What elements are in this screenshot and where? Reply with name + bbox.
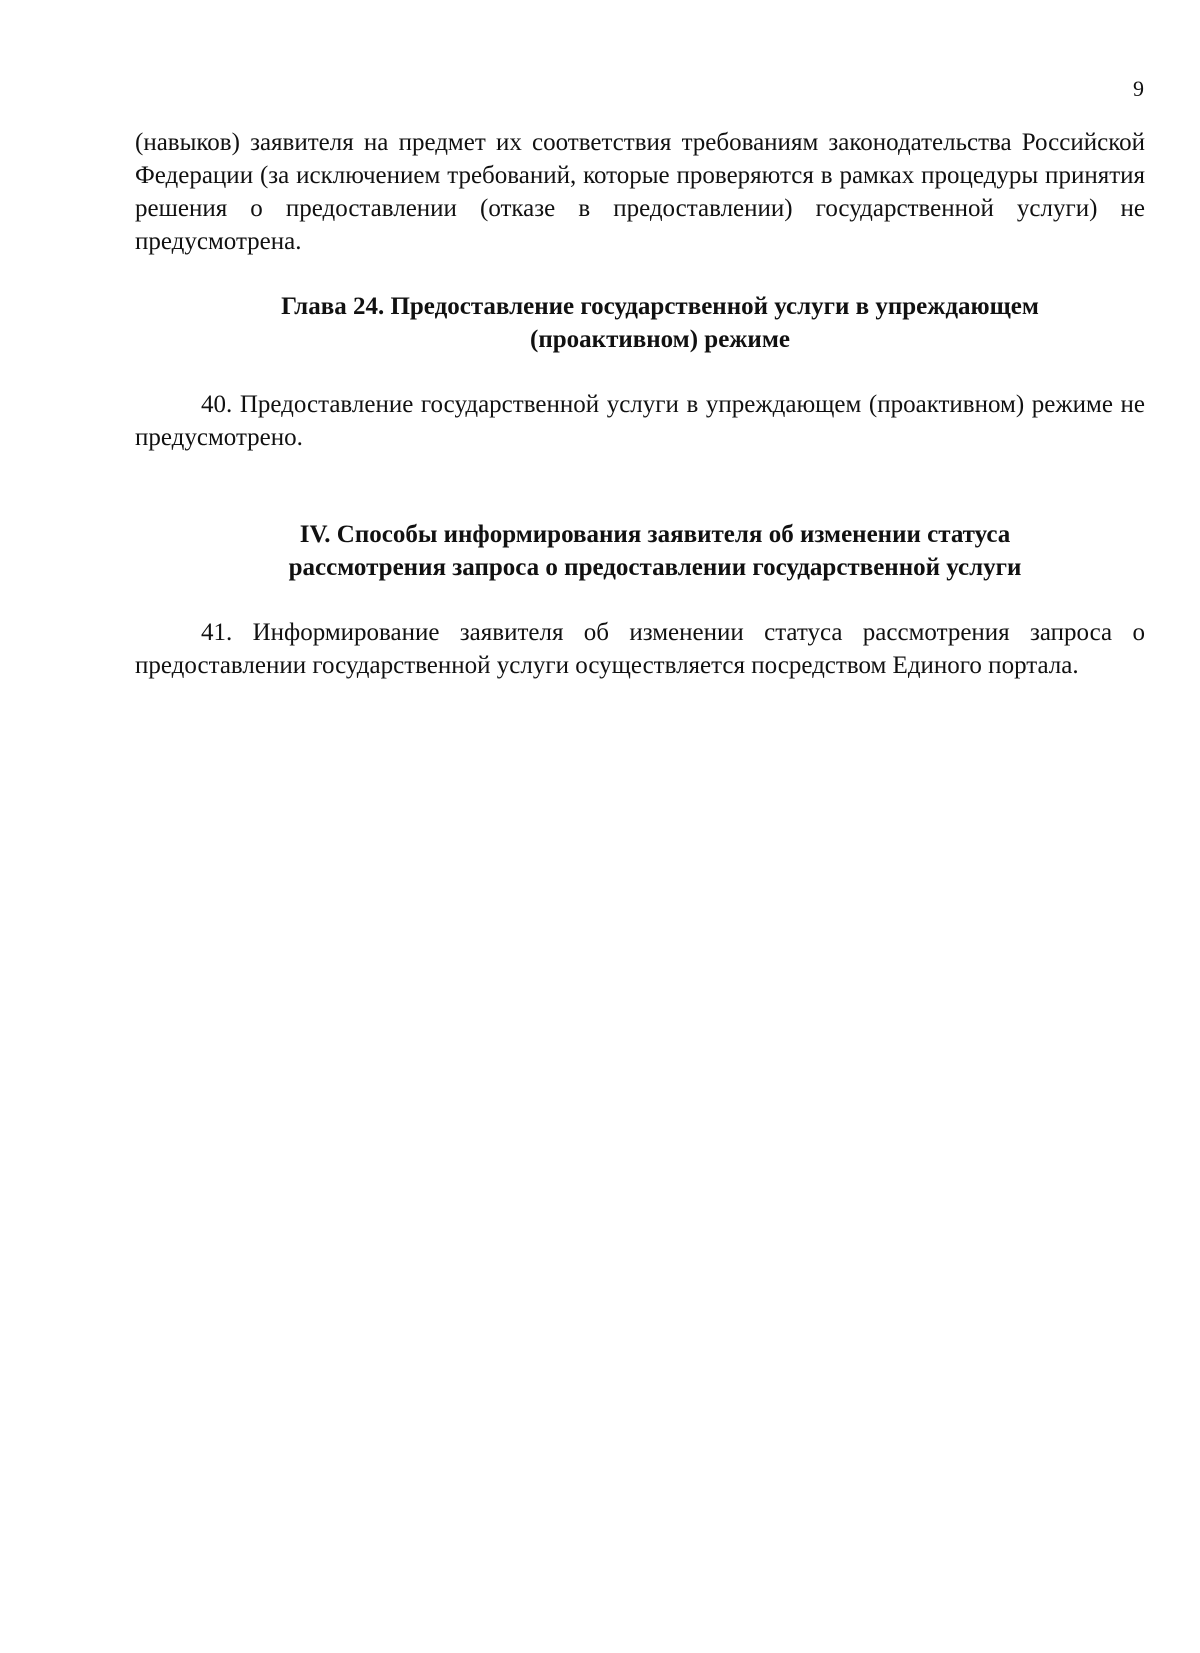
section-iv-heading <box>135 518 1145 584</box>
chapter-24-heading-line-1: Глава 24. Предоставление государственной услуги в упреждающем <box>281 293 1039 320</box>
paragraph-40: 40. Предоставление государственной услуги в упреждающем (проактивном) режиме не предусмотрено. <box>135 391 1145 451</box>
page-number: 9 <box>1133 76 1144 101</box>
paragraph-41: 41. Информирование заявителя об изменении статуса рассмотрения запроса о предоставлении государственной услуги осуществляется посредством Единого портала. <box>135 619 1145 679</box>
section-iv-heading-line-2: рассмотрения запроса о предоставлении государственной услуги <box>288 554 1022 581</box>
chapter-24-heading <box>135 290 1145 356</box>
continuation-paragraph: (навыков) заявителя на предмет их соответствия требованиям законодательства Российской Федерации (за исключением требований, которые проверяются в рамках процедуры принятия решения о предоставлении (отказе в предоставлении) государственной услуги) не предусмотрена. <box>135 129 1145 255</box>
document-body <box>135 126 1145 682</box>
section-iv-heading-line-1: IV. Способы информирования заявителя об изменении статуса <box>299 521 1011 548</box>
chapter-24-heading-line-2: (проактивном) режиме <box>530 326 790 353</box>
